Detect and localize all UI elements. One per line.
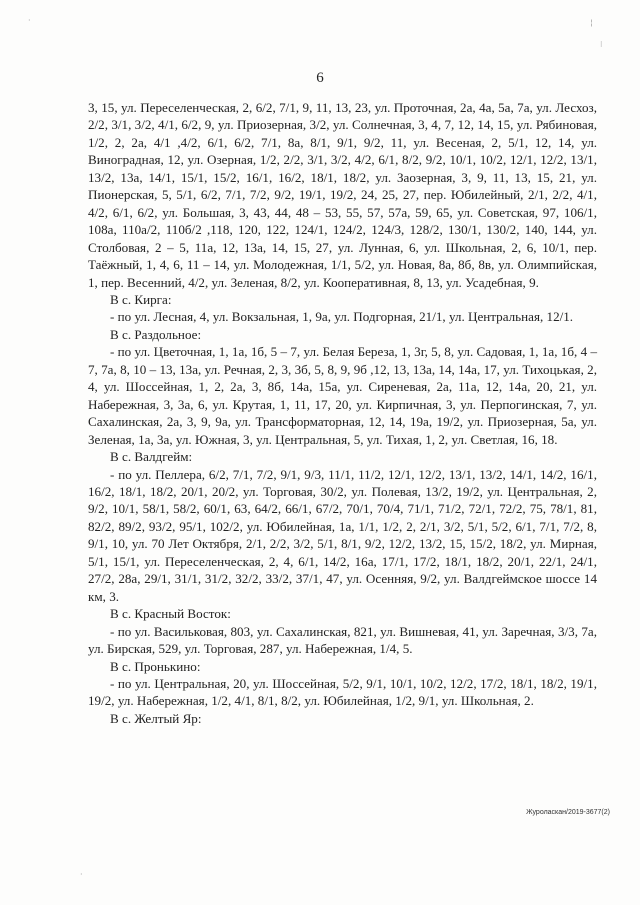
address-list-kirga: - по ул. Лесная, 4, ул. Вокзальная, 1, 9а, ул. Подгорная, 21/1, ул. Центральная, 12/1. (110, 309, 574, 325)
page-number: 6 (316, 70, 324, 86)
scan-artifact-mark: · (28, 16, 31, 25)
address-list-razdolnoe: - по ул. Цветочная, 1, 1а, 1б, 5 – 7, ул. Белая Береза, 1, 3г, 5, 8, ул. Садовая, 1, 1а, 1б, 4 – 7, 7а, 8, 10 – 13, 13а, ул. Речная, 2, 3, 3б, 5, 8, 9, 9б ,12, 13, 13а, 14, 14а, 17, ул. Тихоцькая, 2, 4, ул. Шоссейная, 1, 2, 2а, 3, 8б, 14а, 15а, ул. Сиреневая, 2а, 11а, 12, 14а, 20, 21, ул. Набережная, 3, 3а, 6, ул. Крутая, 1, 11, 17, 20, ул. Кирпичная, 3, ул. Перпогинская, 7, ул. Сахалинская, 2а, 3, 9, 9а, ул. Трансформаторная, 12, 14, 19а, 19/2, ул. Приозерная, 5а, ул. Зеленая, 1а, 3а, ул. Южная, 3, ул. Центральная, 5, ул. Тихая, 1, 2, ул. Светлая, 16, 18. (88, 344, 597, 447)
scan-artifact-mark: · (80, 870, 83, 879)
section-heading-kirga: В с. Кирга: (110, 291, 172, 307)
section-heading-razdolnoe: В с. Раздольное: (110, 326, 202, 342)
section-heading-valdgeim: В с. Валдгейм: (110, 449, 193, 465)
section-heading-zhelty-yar: В с. Желтый Яр: (110, 710, 202, 726)
document-reference-footer: Журоласкан/2019-3677(2) (526, 809, 610, 816)
address-list-valdgeim: - по ул. Пеллера, 6/2, 7/1, 7/2, 9/1, 9/3, 11/1, 11/2, 12/1, 12/2, 13/1, 13/2, 14/1, 14/2, 16/1, 16/2, 18/1, 18/2, 20/1, 20/2, ул. Торговая, 30/2, ул. Полевая, 13/2, 19/2, ул. Центральная, 2, 9/2, 10/1, 58/1, 58/2, 60/1, 63, 64/2, 66/1, 67/2, 70/1, 70/4, 71/1, 71/2, 72/1, 72/2, 75, 78/1, 81, 82/2, 89/2, 93/2, 95/1, 102/2, ул. Юбилейная, 1а, 1/1, 1/2, 2, 2/1, 3/2, 5/1, 5/2, 6/1, 7/1, 7/2, 8, 9/1, 10, ул. 70 Лет Октября, 2/1, 2/2, 3/2, 5/1, 8/1, 9/2, 12/2, 13/2, 15, 15/2, 18/2, ул. Мирная, 5/1, 15/1, ул. Переселенческая, 2, 4, 6/1, 14/2, 16а, 17/1, 17/2, 18/1, 18/2, 20/1, 22/1, 24/1, 27/2, 28а, 29/1, 31/1, 31/2, 32/2, 33/2, 37/1, 47, ул. Осенняя, 9/2, ул. Валдгеймское шоссе 14 км, 3. (88, 466, 597, 604)
address-list-pronkino: - по ул. Центральная, 20, ул. Шоссейная, 5/2, 9/1, 10/1, 10/2, 12/2, 17/2, 18/1, 18/2, 19/1, 19/2, ул. Набережная, 1/2, 4/1, 8/1, 8/2, ул. Юбилейная, 1/2, 9/1, ул. Школьная, 2. (88, 675, 597, 709)
section-heading-pronkino: В с. Пронькино: (110, 658, 201, 674)
section-heading-krasny-vostok: В с. Красный Восток: (110, 606, 231, 622)
address-list-krasny-vostok: - по ул. Васильковая, 803, ул. Сахалинская, 821, ул. Вишневая, 41, ул. Заречная, 3/3, 7а, ул. Бирская, 529, ул. Торговая, 287, ул. Набережная, 1/4, 5. (88, 623, 597, 657)
scan-artifact-mark: ¦ (590, 18, 593, 27)
scan-artifact-mark: ⁝ (600, 40, 603, 49)
document-body (88, 99, 597, 727)
address-paragraph-intro: 3, 15, ул. Переселенческая, 2, 6/2, 7/1, 9, 11, 13, 23, ул. Проточная, 2а, 4а, 5а, 7а, ул. Лесхоз, 2/2, 3/1, 3/2, 4/1, 6/2, 9, ул. Приозерная, 3/2, ул. Солнечная, 3, 4, 7, 12, 14, 15, ул. Рябиновая, 1/2, 2, 2а, 4/1 ,4/2, 6/1, 6/2, 7/1, 8а, 8/1, 9/1, 9/2, 11, ул. Весеная, 2, 5/1, 12, 14, ул. Виноградная, 12, ул. Озерная, 1/2, 2/2, 3/1, 3/2, 4/2, 6/1, 8/2, 9/2, 10/1, 10/2, 12/1, 12/2, 13/1, 13/2, 13а, 14/1, 15/1, 15/2, 16/1, 16/2, 18/1, 18/2, ул. Заозерная, 3, 9, 11, 13, 15, 21, ул. Пионерская, 5, 5/1, 6/2, 7/1, 7/2, 9/2, 19/1, 19/2, 24, 25, 27, пер. Юбилейный, 2/1, 2/2, 4/1, 4/2, 6/1, 6/2, ул. Большая, 3, 43, 44, 48 – 53, 55, 57, 57а, 59, 65, ул. Советская, 97, 106/1, 108а, 110а/2, 110б/2 ,118, 120, 122, 124/1, 124/2, 124/3, 128/2, 130/1, 130/2, 140, 144, ул. Столбовая, 2 – 5, 11а, 12, 13а, 14, 15, 27, ул. Лунная, 6, ул. Школьная, 2, 6, 10/1, пер. Таёжный, 1, 4, 6, 11 – 14, ул. Молодежная, 1/1, 5/2, ул. Новая, 8а, 8б, 8в, ул. Олимпийская, 1, пер. Весенний, 4/2, ул. Зеленая, 8/2, ул. Кооперативная, 8, 13, ул. Усадебная, 9. (88, 100, 597, 290)
